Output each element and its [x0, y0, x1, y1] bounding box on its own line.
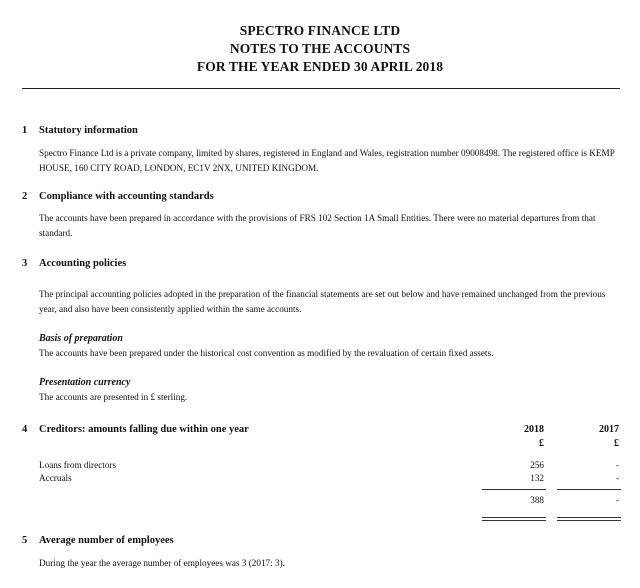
subtotal-line-2018 — [482, 489, 546, 490]
section-5-number: 5 — [22, 535, 28, 546]
section-3-title: Accounting policies — [39, 258, 127, 269]
document-subtitle: NOTES TO THE ACCOUNTS — [229, 41, 411, 56]
section-1-text: Spectro Finance Ltd is a private company, limited by shares, registered in England and Wales, registration number 09008498. The registered office is KEMP HOUSE, 160 CITY ROAD, LONDON, EC1V 2NX, UNITED KINGDOM. — [39, 148, 615, 173]
period-title: FOR THE YEAR ENDED 30 APRIL 2018 — [196, 59, 444, 74]
table-row-value-2018: 256 — [530, 460, 544, 470]
table-row-value-2017: - — [615, 473, 619, 483]
section-5-text: During the year the average number of employees was 3 (2017: 3). — [39, 558, 285, 568]
table-row-label: Accruals — [39, 473, 72, 483]
total-double-line-2018-bottom — [482, 520, 546, 521]
basis-of-preparation-heading: Basis of preparation — [39, 333, 123, 344]
table-row-value-2018: 132 — [530, 473, 544, 483]
section-1-number: 1 — [22, 125, 28, 136]
section-3-number: 3 — [22, 258, 28, 269]
column-2017-unit: £ — [614, 438, 619, 449]
section-2-number: 2 — [22, 191, 28, 202]
table-row-value-2017: - — [615, 460, 619, 470]
total-2017: - — [615, 495, 619, 505]
table-row-label: Loans from directors — [39, 460, 117, 470]
section-1-title: Statutory information — [39, 125, 138, 136]
total-double-line-2017-bottom — [557, 520, 621, 521]
basis-of-preparation-text: The accounts have been prepared under the historical cost convention as modified by the revaluation of certain fixed assets. — [39, 348, 494, 358]
total-double-line-2018-top — [482, 517, 546, 518]
subtotal-line-2017 — [557, 489, 621, 490]
total-double-line-2017-top — [557, 517, 621, 518]
column-2018-header: 2018 — [524, 424, 544, 435]
header-divider — [22, 88, 620, 89]
section-4-title: Creditors: amounts falling due within one year — [39, 424, 249, 435]
company-name: SPECTRO FINANCE LTD — [239, 23, 401, 38]
section-2-text: The accounts have been prepared in accordance with the provisions of FRS 102 Section 1A Small Entities. There were no material departures from that standard. — [39, 213, 596, 238]
column-2017-header: 2017 — [599, 424, 619, 435]
presentation-currency-text: The accounts are presented in £ sterling. — [39, 392, 188, 402]
section-2-title: Compliance with accounting standards — [39, 191, 214, 202]
column-2018-unit: £ — [539, 438, 544, 449]
total-2018: 388 — [530, 495, 544, 505]
presentation-currency-heading: Presentation currency — [39, 377, 131, 388]
document-header — [0, 22, 640, 76]
section-5-title: Average number of employees — [39, 535, 174, 546]
section-3-text: The principal accounting policies adopted in the preparation of the financial statements are set out below and have remained unchanged from the previous year, and also have been consistently applied within the same accounts. — [39, 289, 606, 314]
section-4-number: 4 — [22, 424, 28, 435]
